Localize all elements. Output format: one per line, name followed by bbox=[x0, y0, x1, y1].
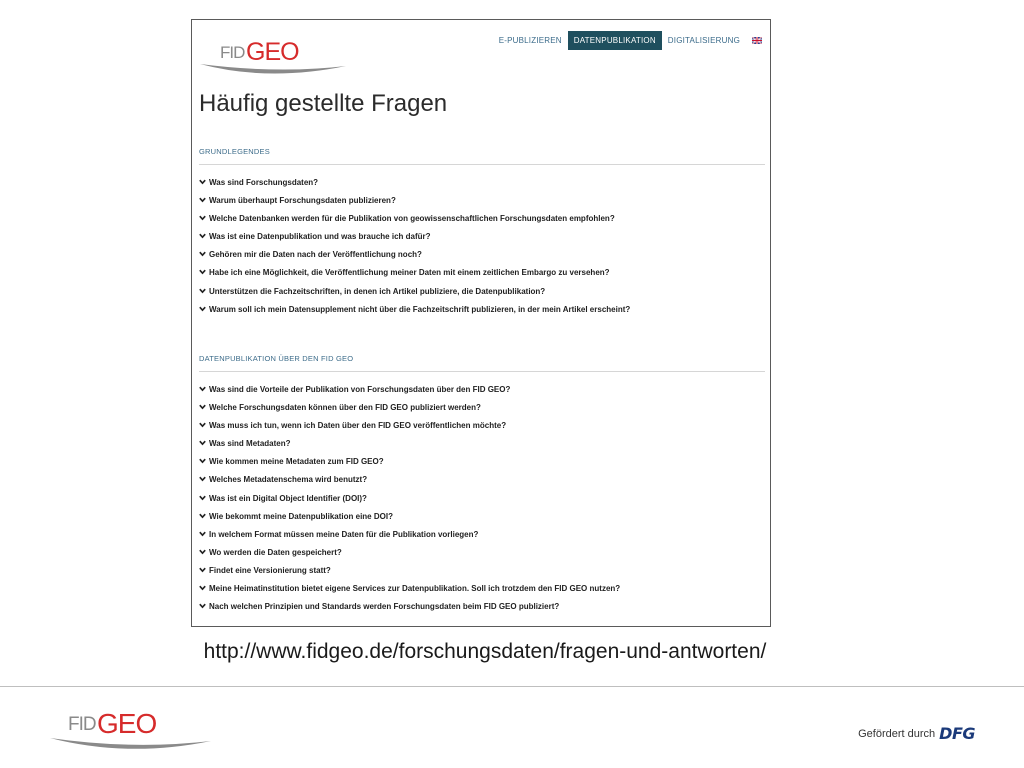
faq-list bbox=[199, 381, 765, 616]
page-title: Häufig gestellte Fragen bbox=[199, 90, 448, 117]
faq-item[interactable] bbox=[199, 228, 765, 246]
chevron-down-icon bbox=[199, 476, 206, 482]
faq-item[interactable] bbox=[199, 490, 765, 508]
faq-question: Was ist eine Datenpublikation und was brauche ich dafür? bbox=[209, 232, 431, 242]
faq-item[interactable] bbox=[199, 580, 765, 598]
faq-item[interactable] bbox=[199, 264, 765, 282]
faq-item[interactable] bbox=[199, 381, 765, 399]
faq-item[interactable] bbox=[199, 508, 765, 526]
chevron-down-icon bbox=[199, 513, 206, 519]
faq-question: Wie bekommt meine Datenpublikation eine DOI? bbox=[209, 511, 393, 521]
chevron-down-icon bbox=[199, 531, 206, 537]
faq-question: In welchem Format müssen meine Daten für die Publikation vorliegen? bbox=[209, 529, 479, 539]
faq-section-grundlegendes bbox=[199, 147, 765, 319]
faq-item[interactable] bbox=[199, 562, 765, 580]
faq-question: Habe ich eine Möglichkeit, die Veröffentlichung meiner Daten mit einem zeitlichen Embargo zu versehen? bbox=[209, 268, 610, 278]
chevron-down-icon bbox=[199, 197, 206, 203]
faq-question: Was ist ein Digital Object Identifier (DOI)? bbox=[209, 493, 367, 503]
faq-question: Warum soll ich mein Datensupplement nicht über die Fachzeitschrift publizieren, in der mein Artikel erscheint? bbox=[209, 304, 631, 314]
nav-datenpublikation[interactable]: DATENPUBLIKATION bbox=[568, 31, 662, 50]
nav-e-publizieren[interactable]: E-PUBLIZIEREN bbox=[498, 36, 562, 45]
footer-divider bbox=[0, 686, 1024, 687]
website-screenshot bbox=[191, 19, 771, 627]
section-heading: DATENPUBLIKATION ÜBER DEN FID GEO bbox=[199, 354, 765, 372]
faq-item[interactable] bbox=[199, 526, 765, 544]
chevron-down-icon bbox=[199, 585, 206, 591]
faq-item[interactable] bbox=[199, 210, 765, 228]
funding-notice bbox=[858, 724, 975, 743]
chevron-down-icon bbox=[199, 567, 206, 573]
faq-question: Meine Heimatinstitution bietet eigene Services zur Datenpublikation. Soll ich trotzdem den FID GEO nutzen? bbox=[209, 584, 621, 594]
faq-question: Nach welchen Prinzipien und Standards werden Forschungsdaten beim FID GEO publiziert? bbox=[209, 602, 560, 612]
section-heading: GRUNDLEGENDES bbox=[199, 147, 765, 165]
faq-list bbox=[199, 174, 765, 319]
funded-by-text: Gefördert durch bbox=[858, 727, 936, 740]
faq-question: Was muss ich tun, wenn ich Daten über den FID GEO veröffentlichen möchte? bbox=[209, 421, 507, 431]
faq-question: Unterstützen die Fachzeitschriften, in denen ich Artikel publiziere, die Datenpublikation? bbox=[209, 286, 546, 296]
faq-question: Welche Forschungsdaten können über den FID GEO publiziert werden? bbox=[209, 403, 481, 413]
footer-logo-fid-text: FID bbox=[68, 714, 96, 735]
faq-section-datenpublikation bbox=[199, 354, 765, 616]
chevron-down-icon bbox=[199, 495, 206, 501]
logo-fid-text: FID bbox=[220, 43, 245, 62]
faq-item[interactable] bbox=[199, 246, 765, 264]
chevron-down-icon bbox=[199, 288, 206, 294]
faq-item[interactable] bbox=[199, 471, 765, 489]
chevron-down-icon bbox=[199, 306, 206, 312]
faq-question: Wie kommen meine Metadaten zum FID GEO? bbox=[209, 457, 384, 467]
faq-item[interactable] bbox=[199, 453, 765, 471]
faq-item[interactable] bbox=[199, 283, 765, 301]
chevron-down-icon bbox=[199, 179, 206, 185]
faq-item[interactable] bbox=[199, 435, 765, 453]
faq-question: Was sind Forschungsdaten? bbox=[209, 178, 319, 187]
faq-item[interactable] bbox=[199, 544, 765, 562]
faq-question: Warum überhaupt Forschungsdaten publizieren? bbox=[209, 196, 396, 206]
faq-question: Was sind Metadaten? bbox=[209, 439, 291, 449]
chevron-down-icon bbox=[199, 404, 206, 410]
faq-item[interactable] bbox=[199, 417, 765, 435]
main-nav bbox=[493, 31, 762, 50]
chevron-down-icon bbox=[199, 458, 206, 464]
chevron-down-icon bbox=[199, 386, 206, 392]
faq-item[interactable] bbox=[199, 192, 765, 210]
faq-question: Was sind die Vorteile der Publikation von Forschungsdaten über den FID GEO? bbox=[209, 385, 511, 394]
faq-item[interactable] bbox=[199, 301, 765, 319]
chevron-down-icon bbox=[199, 440, 206, 446]
fidgeo-logo[interactable] bbox=[198, 26, 348, 76]
faq-item[interactable] bbox=[199, 399, 765, 417]
faq-question: Welche Datenbanken werden für die Publikation von geowissenschaftlichen Forschungsdaten empfohlen? bbox=[209, 214, 615, 224]
nav-digitalisierung[interactable]: DIGITALISIERUNG bbox=[667, 36, 740, 45]
faq-item[interactable] bbox=[199, 598, 765, 616]
chevron-down-icon bbox=[199, 603, 206, 609]
logo-geo-text: GEO bbox=[246, 38, 299, 66]
source-url[interactable]: http://www.fidgeo.de/forschungsdaten/fragen-und-antworten/ bbox=[203, 640, 767, 663]
fidgeo-footer-logo bbox=[48, 700, 213, 752]
faq-question: Gehören mir die Daten nach der Veröffentlichung noch? bbox=[209, 250, 422, 260]
chevron-down-icon bbox=[199, 422, 206, 428]
footer-logo-geo-text: GEO bbox=[97, 708, 157, 739]
chevron-down-icon bbox=[199, 269, 206, 275]
faq-question: Findet eine Versionierung statt? bbox=[209, 565, 331, 575]
faq-question: Wo werden die Daten gespeichert? bbox=[209, 547, 342, 557]
chevron-down-icon bbox=[199, 549, 206, 555]
chevron-down-icon bbox=[199, 251, 206, 257]
chevron-down-icon bbox=[199, 215, 206, 221]
faq-question: Welches Metadatenschema wird benutzt? bbox=[209, 475, 368, 485]
chevron-down-icon bbox=[199, 233, 206, 239]
dfg-logo: DFG bbox=[939, 724, 975, 743]
uk-flag-icon[interactable] bbox=[752, 37, 762, 44]
faq-item[interactable] bbox=[199, 174, 765, 192]
